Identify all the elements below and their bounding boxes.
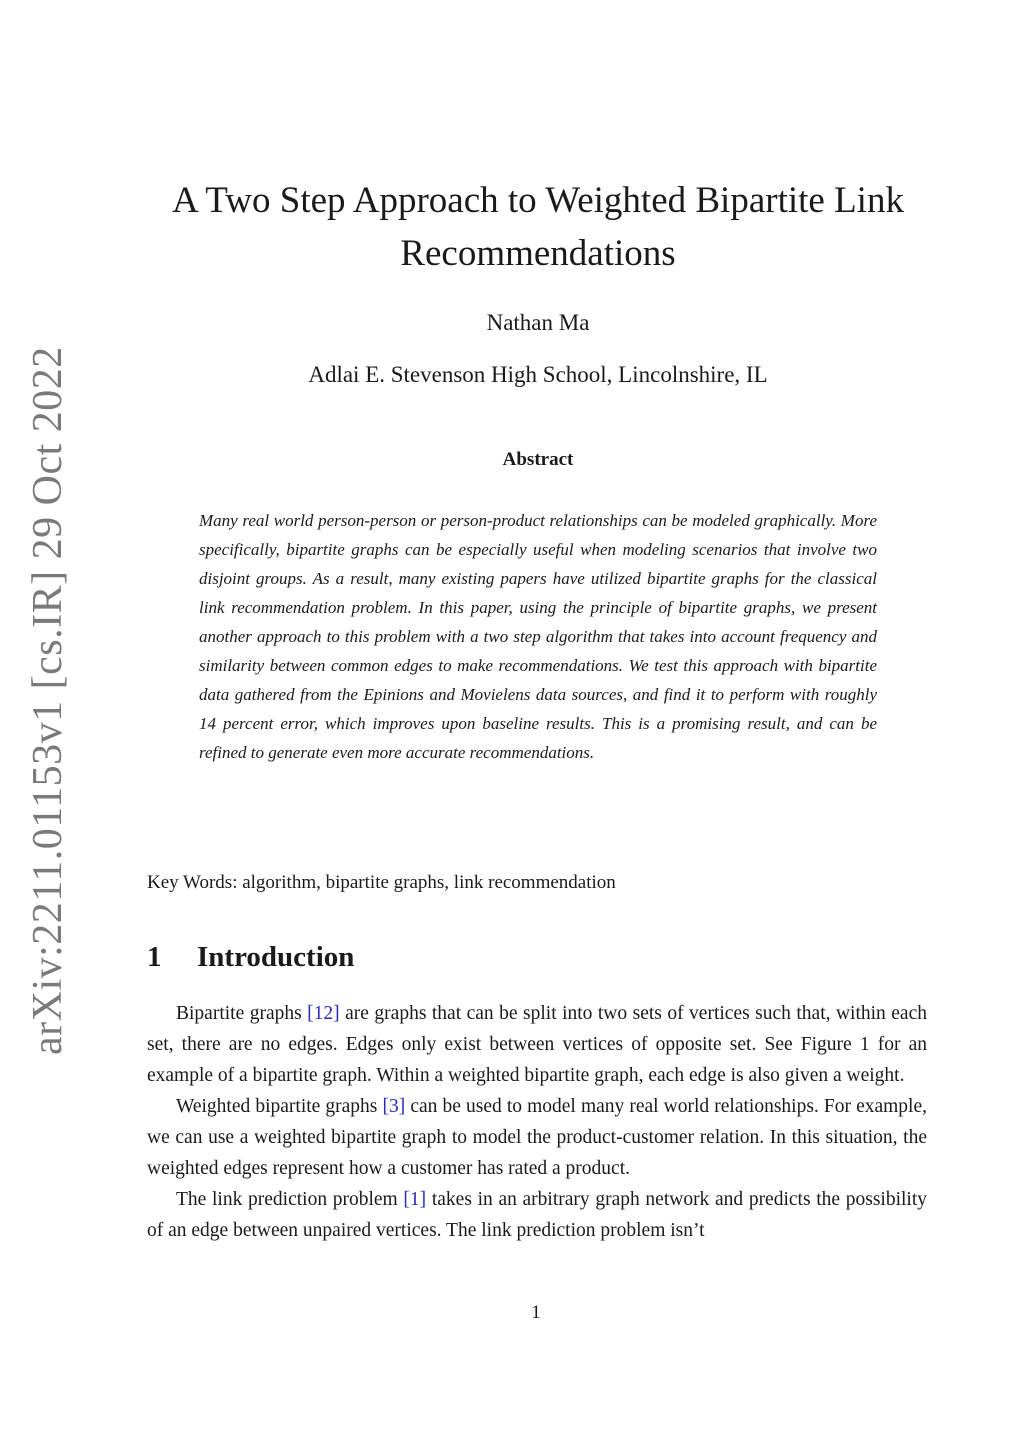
introduction-body (147, 998, 927, 1246)
page-number: 1 (531, 1302, 541, 1323)
section-number: 1 (147, 941, 162, 973)
abstract-heading: Abstract (502, 449, 574, 470)
paper-title: A Two Step Approach to Weighted Bipartite Link Recommendations (172, 180, 904, 274)
paragraph: Weighted bipartite graphs [3] can be used to model many real world relationships. For example, we can use a weighted bipartite graph to model the product-customer relation. In this situation, the weighted edges represent how a customer has rated a product. (147, 1096, 928, 1179)
paragraph: Bipartite graphs [12] are graphs that can be split into two sets of vertices such that, within each set, there are no edges. Edges only exist between vertices of opposite set. See Figure 1 for an example of a bipartite graph. Within a weighted bipartite graph, each edge is also given a weight. (147, 1003, 927, 1086)
author-affiliation: Adlai E. Stevenson High School, Lincolnshire, IL (308, 362, 768, 387)
paragraph: The link prediction problem [1] takes in an arbitrary graph network and predicts the possibility of an edge between unpaired vertices. The link prediction problem isn’t (147, 1189, 927, 1241)
citation-link[interactable]: [1] (403, 1189, 427, 1210)
keywords: Key Words: algorithm, bipartite graphs, link recommendation (147, 872, 616, 893)
abstract-text: Many real world person-person or person-product relationships can be modeled graphically. More specifically, bipartite graphs can be especially useful when modeling scenarios that involve two disjoint groups. As a result, many existing papers have utilized bipartite graphs for the classical link recommendation problem. In this paper, using the principle of bipartite graphs, we present another approach to this problem with a two step algorithm that takes into account frequency and similarity between common edges to make recommendations. We test this approach with bipartite data gathered from the Epinions and Movielens data sources, and find it to perform with roughly 14 percent error, which improves upon baseline results. This is a promising result, and can be refined to generate even more accurate recommendations. (199, 511, 877, 762)
author-name: Nathan Ma (486, 310, 590, 335)
arxiv-identifier: arXiv:2211.01153v1 [cs.IR] 29 Oct 2022 (25, 346, 71, 1055)
citation-link[interactable]: [12] (307, 1003, 340, 1024)
citation-link[interactable]: [3] (382, 1096, 406, 1117)
section-heading (147, 941, 354, 974)
section-title: Introduction (197, 941, 355, 973)
